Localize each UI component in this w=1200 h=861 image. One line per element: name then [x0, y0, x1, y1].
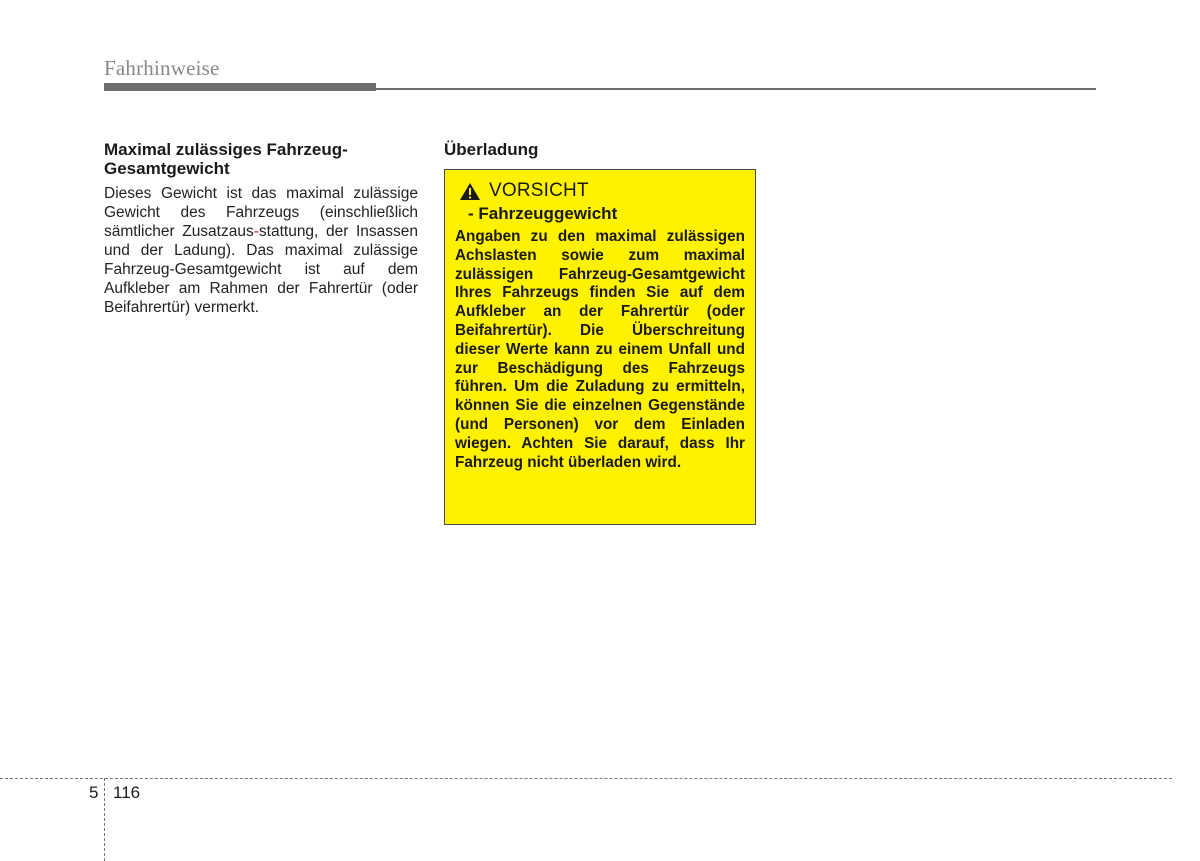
section-title: Fahrhinweise [104, 56, 220, 80]
chapter-number: 5 [89, 783, 99, 802]
right-column [444, 140, 756, 525]
ueberladung-heading: Überladung [444, 140, 539, 159]
footer-dashed-line [0, 778, 1172, 779]
paragraph-part2: stattung, der Insassen und der Ladung). Das maximal zulässige Fahrzeug-Gesamtgewicht ist auf dem Aufkleber am Rahmen der Fahrertür (oder Beifahrertür) vermerkt. [104, 223, 418, 316]
warning-title: VORSICHT [489, 180, 589, 201]
page-number: 116 [113, 783, 141, 802]
warning-text: Angaben zu den maximal zulässigen Achslasten sowie zum maximal zulässigen Fahrzeug-Gesamtgewicht Ihres Fahrzeugs finden Sie auf dem Aufkleber an der Fahrertür (oder Beifahrertür). Die Überschreitung dieser Werte kann zu einem Unfall und zur Beschädigung des Fahrzeugs führen. Um die Zuladung zu ermitteln, können Sie die einzelnen Gegenstände (und Personen) vor dem Einladen wiegen. Achten Sie darauf, dass Ihr Fahrzeug nicht überladen wird. [455, 228, 745, 471]
paragraph-part1: Dieses Gewicht ist das maximal zulässige Gewicht des Fahrzeugs (einschließlich sämtlicher Zusatzaus [104, 185, 418, 240]
hyphen-mark: - [253, 223, 259, 240]
warning-triangle-icon [459, 182, 481, 201]
left-column [104, 140, 418, 317]
header-rule-thin [376, 88, 1096, 90]
header-rule-thick [104, 83, 376, 91]
warning-header [459, 180, 745, 202]
footer-vertical-line [104, 778, 105, 861]
warning-subtitle: - Fahrzeuggewicht [468, 204, 618, 223]
warning-box [444, 169, 756, 525]
gesamtgewicht-heading: Maximal zulässiges Fahrzeug-Gesamtgewicht [104, 140, 348, 178]
gesamtgewicht-paragraph [104, 184, 418, 317]
